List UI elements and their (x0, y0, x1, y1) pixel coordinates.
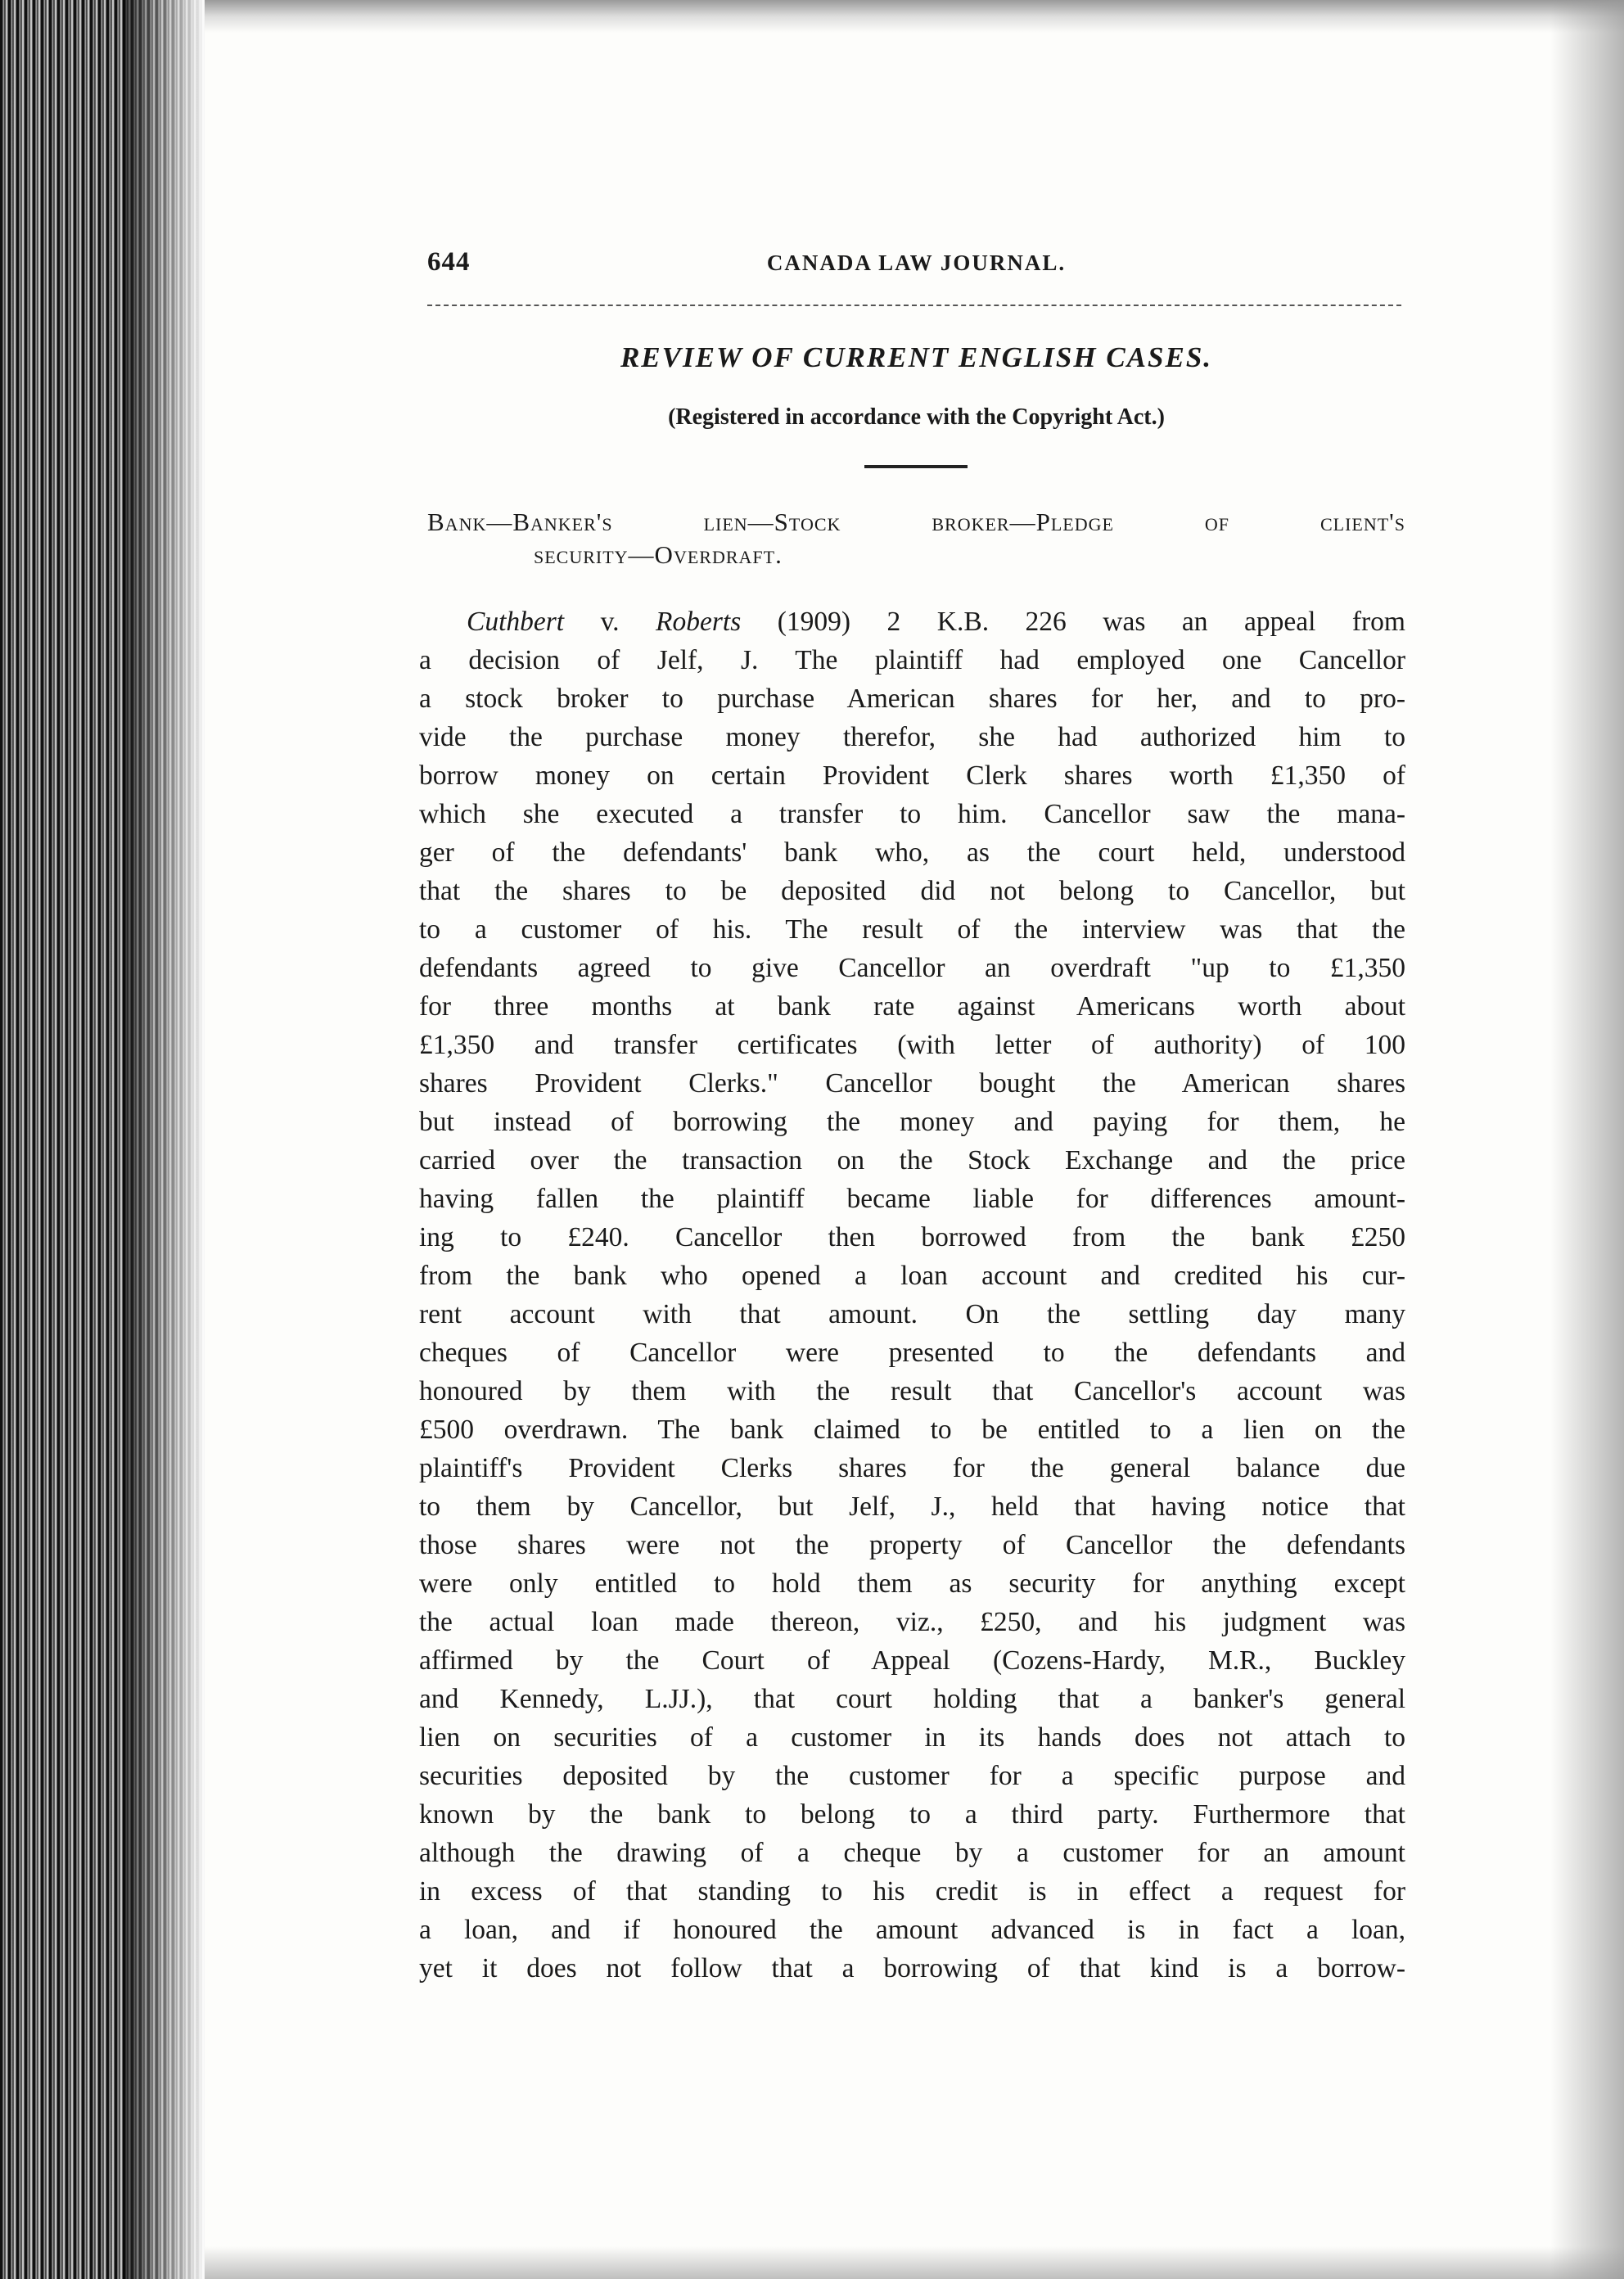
body-line: a stock broker to purchase American shares for her, and to pro- (419, 684, 1405, 714)
body-line: to them by Cancellor, but Jelf, J., held that having notice that (419, 1492, 1405, 1522)
running-header (427, 247, 1405, 280)
body-line: shares Provident Clerks." Cancellor bought the American shares (419, 1068, 1405, 1099)
body-line: carried over the transaction on the Stock Exchange and the price (419, 1145, 1405, 1176)
body-line: those shares were not the property of Cancellor the defendants (419, 1530, 1405, 1560)
body-line: ing to £240. Cancellor then borrowed from the bank £250 (419, 1222, 1405, 1252)
body-line-first (419, 602, 1405, 641)
body-line: borrow money on certain Provident Clerk shares worth £1,350 of (419, 760, 1405, 791)
page-bottom-edge (205, 2246, 1624, 2279)
body-line: cheques of Cancellor were presented to the defendants and (419, 1338, 1405, 1368)
page-top-edge (205, 0, 1624, 33)
body-text (419, 602, 1405, 1988)
body-line: to a customer of his. The result of the interview was that the (419, 914, 1405, 945)
body-line: for three months at bank rate against Americans worth about (419, 991, 1405, 1022)
body-line: which she executed a transfer to him. Cancellor saw the mana- (419, 799, 1405, 829)
body-line: in excess of that standing to his credit is in effect a request for (419, 1876, 1405, 1907)
section-divider (864, 465, 968, 468)
body-line: although the drawing of a cheque by a customer for an amount (419, 1838, 1405, 1868)
citation: (1909) 2 K.B. 226 was an appeal from (741, 607, 1405, 637)
body-line: vide the purchase money therefor, she had authorized him to (419, 722, 1405, 752)
header-rule (427, 305, 1401, 306)
body-line: defendants agreed to give Cancellor an overdraft "up to £1,350 (419, 953, 1405, 983)
case-heading-line-1: Bank—Banker's lien—Stock broker—Pledge of client's (427, 508, 1405, 536)
body-line: a loan, and if honoured the amount advanced is in fact a loan, (419, 1915, 1405, 1945)
body-line: from the bank who opened a loan account and credited his cur- (419, 1261, 1405, 1291)
case-party: Roberts (656, 607, 742, 637)
body-line: having fallen the plaintiff became liable for differences amount- (419, 1184, 1405, 1214)
body-line: but instead of borrowing the money and paying for them, he (419, 1107, 1405, 1137)
journal-title: CANADA LAW JOURNAL. (766, 250, 1067, 275)
page-right-edge (1550, 0, 1624, 2279)
body-line: were only entitled to hold them as security for anything except (419, 1568, 1405, 1599)
body-line: a decision of Jelf, J. The plaintiff had employed one Cancellor (419, 645, 1405, 675)
case-heading (427, 506, 1405, 571)
body-line: £1,350 and transfer certificates (with letter of authority) of 100 (419, 1030, 1405, 1060)
section-title: REVIEW OF CURRENT ENGLISH CASES. (620, 341, 1213, 373)
body-line: the actual loan made thereon, viz., £250, and his judgment was (419, 1607, 1405, 1637)
case-heading-line-2: security—Overdraft. (534, 540, 783, 569)
body-line: yet it does not follow that a borrowing of that kind is a borrow- (419, 1953, 1405, 1983)
body-line: £500 overdrawn. The bank claimed to be entitled to a lien on the (419, 1415, 1405, 1445)
body-line: rent account with that amount. On the settling day many (419, 1299, 1405, 1329)
body-line: that the shares to be deposited did not belong to Cancellor, but (419, 876, 1405, 906)
body-line: plaintiff's Provident Clerks shares for the general balance due (419, 1453, 1405, 1483)
section-subtitle: (Registered in accordance with the Copyright Act.) (668, 404, 1165, 430)
body-line: and Kennedy, L.JJ.), that court holding that a banker's general (419, 1684, 1405, 1714)
versus: v. (564, 607, 656, 637)
body-line: securities deposited by the customer for a specific purpose and (419, 1761, 1405, 1791)
case-name: Cuthbert (467, 607, 565, 637)
body-line: lien on securities of a customer in its hands does not attach to (419, 1722, 1405, 1753)
page-number: 644 (427, 247, 471, 277)
body-line: affirmed by the Court of Appeal (Cozens-Hardy, M.R., Buckley (419, 1645, 1405, 1676)
book-gutter-shadow (0, 0, 205, 2279)
body-line: ger of the defendants' bank who, as the court held, understood (419, 837, 1405, 868)
body-line: known by the bank to belong to a third party. Furthermore that (419, 1799, 1405, 1830)
body-line: honoured by them with the result that Cancellor's account was (419, 1376, 1405, 1406)
